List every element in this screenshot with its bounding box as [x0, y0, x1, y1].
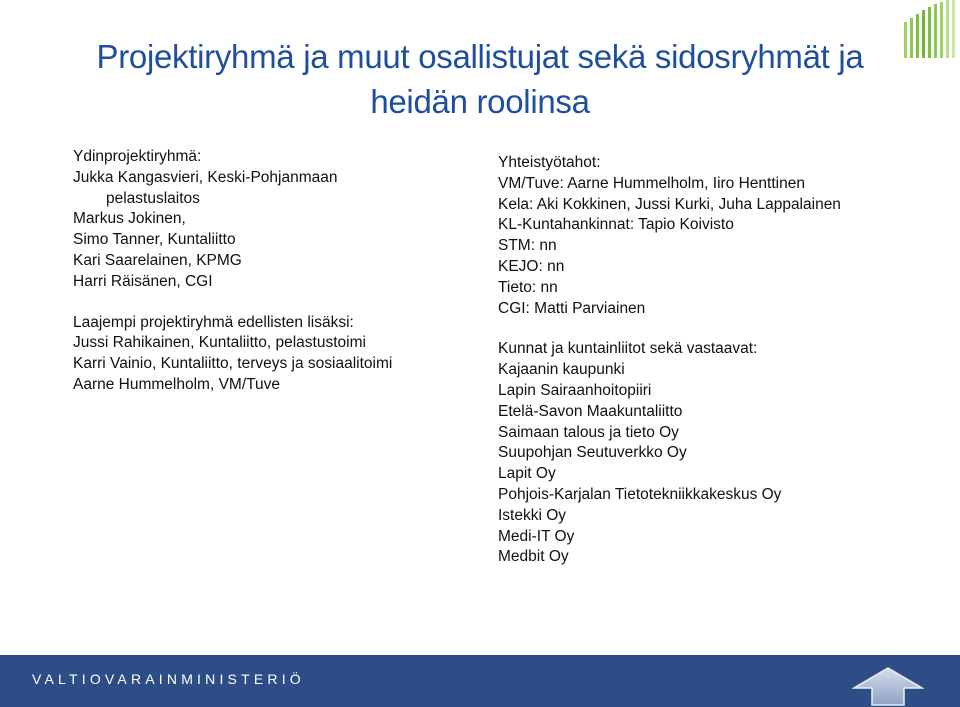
list-item: Kajaanin kaupunki — [498, 361, 625, 379]
footer-bar — [0, 655, 960, 707]
list-item: Jukka Kangasvieri, Keski-Pohjanmaan — [73, 168, 338, 186]
list-item: KL-Kuntahankinnat: Tapio Koivisto — [498, 216, 734, 234]
list-item: Etelä-Savon Maakuntaliitto — [498, 402, 683, 420]
list-item: pelastuslaitos — [106, 189, 200, 207]
core-group-heading: Ydinprojektiryhmä: — [73, 148, 202, 165]
list-item: Karri Vainio, Kuntaliitto, terveys ja sosiaalitoimi — [73, 355, 393, 373]
list-item: Pohjois-Karjalan Tietotekniikkakeskus Oy — [498, 485, 782, 503]
list-item: Simo Tanner, Kuntaliitto — [73, 231, 236, 249]
ministry-logo-text: VALTIOVARAINMINISTERIÖ — [32, 671, 305, 687]
list-item: Suupohjan Seutuverkko Oy — [498, 444, 687, 462]
list-item: Harri Räisänen, CGI — [73, 272, 213, 290]
list-item: Saimaan talous ja tieto Oy — [498, 423, 679, 441]
list-item: Kari Saarelainen, KPMG — [73, 251, 242, 269]
list-item: STM: nn — [498, 237, 557, 255]
list-item: Aarne Hummelholm, VM/Tuve — [73, 375, 281, 393]
list-item: Lapit Oy — [498, 465, 556, 483]
list-item: KEJO: nn — [498, 257, 565, 275]
page-title — [60, 34, 900, 124]
contacts-heading: Yhteistyötahot: — [498, 154, 601, 171]
list-item: Medi-IT Oy — [498, 527, 575, 545]
list-item: Markus Jokinen, — [73, 210, 186, 228]
list-item: Jussi Rahikainen, Kuntaliitto, pelastustoimi — [73, 334, 366, 352]
up-arrow-icon[interactable] — [852, 666, 924, 707]
list-item: CGI: Matti Parviainen — [498, 299, 646, 317]
list-item: VM/Tuve: Aarne Hummelholm, Iiro Henttinen — [498, 174, 805, 192]
extended-group-heading: Laajempi projektiryhmä edellisten lisäksi: — [73, 313, 354, 331]
list-item: Istekki Oy — [498, 506, 567, 524]
list-item: Medbit Oy — [498, 548, 569, 566]
left-column — [73, 147, 473, 396]
list-item: Kela: Aki Kokkinen, Jussi Kurki, Juha Lappalainen — [498, 195, 841, 213]
list-item: Lapin Sairaanhoitopiiri — [498, 381, 652, 399]
right-column — [498, 153, 938, 568]
municipalities-heading: Kunnat ja kuntainliitot sekä vastaavat: — [498, 340, 758, 358]
green-bars-icon — [900, 0, 960, 80]
title-line-2: heidän roolinsa — [370, 83, 590, 120]
title-line-1: Projektiryhmä ja muut osallistujat sekä sidosryhmät ja — [96, 38, 864, 75]
list-item: Tieto: nn — [498, 278, 558, 296]
